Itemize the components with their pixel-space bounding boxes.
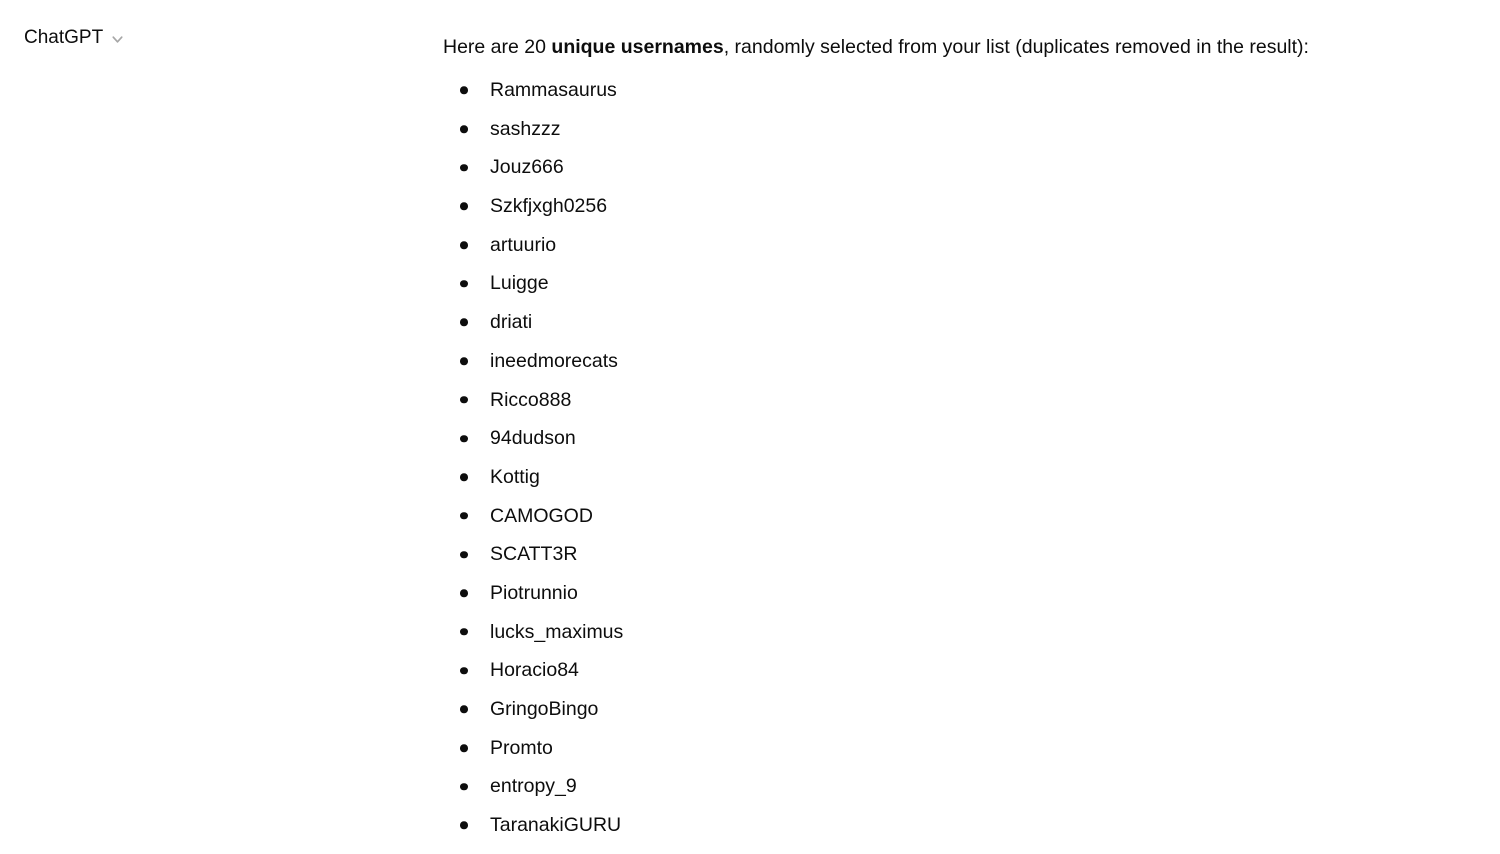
list-item: TaranakiGURU (443, 806, 1488, 845)
intro-text-prefix: Here are 20 (443, 36, 552, 58)
intro-text-bold: unique usernames (551, 36, 724, 58)
list-item: Horacio84 (443, 651, 1488, 690)
model-selector-button[interactable] (16, 22, 133, 54)
list-item: Promto (443, 729, 1488, 768)
list-item: CAMOGOD (443, 497, 1488, 536)
list-item: Piotrunnio (443, 574, 1488, 613)
list-item: driati (443, 303, 1488, 342)
list-item: Rammasaurus (443, 71, 1488, 110)
list-item: sashzzz (443, 110, 1488, 149)
list-item: SCATT3R (443, 535, 1488, 574)
message-intro (443, 33, 1488, 61)
list-item: 94dudson (443, 419, 1488, 458)
username-list (443, 71, 1488, 845)
list-item: Kottig (443, 458, 1488, 497)
list-item: Jouz666 (443, 148, 1488, 187)
list-item: Luigge (443, 264, 1488, 303)
model-name-label: ChatGPT (24, 27, 104, 48)
chevron-down-icon (110, 32, 125, 47)
list-item: lucks_maximus (443, 613, 1488, 652)
list-item: GringoBingo (443, 690, 1488, 729)
list-item: artuurio (443, 226, 1488, 265)
list-item: entropy_9 (443, 767, 1488, 806)
intro-text-suffix: , randomly selected from your list (duplicates removed in the result): (723, 36, 1309, 58)
assistant-message (443, 33, 1488, 845)
list-item: Szkfjxgh0256 (443, 187, 1488, 226)
list-item: ineedmorecats (443, 342, 1488, 381)
list-item: Ricco888 (443, 381, 1488, 420)
